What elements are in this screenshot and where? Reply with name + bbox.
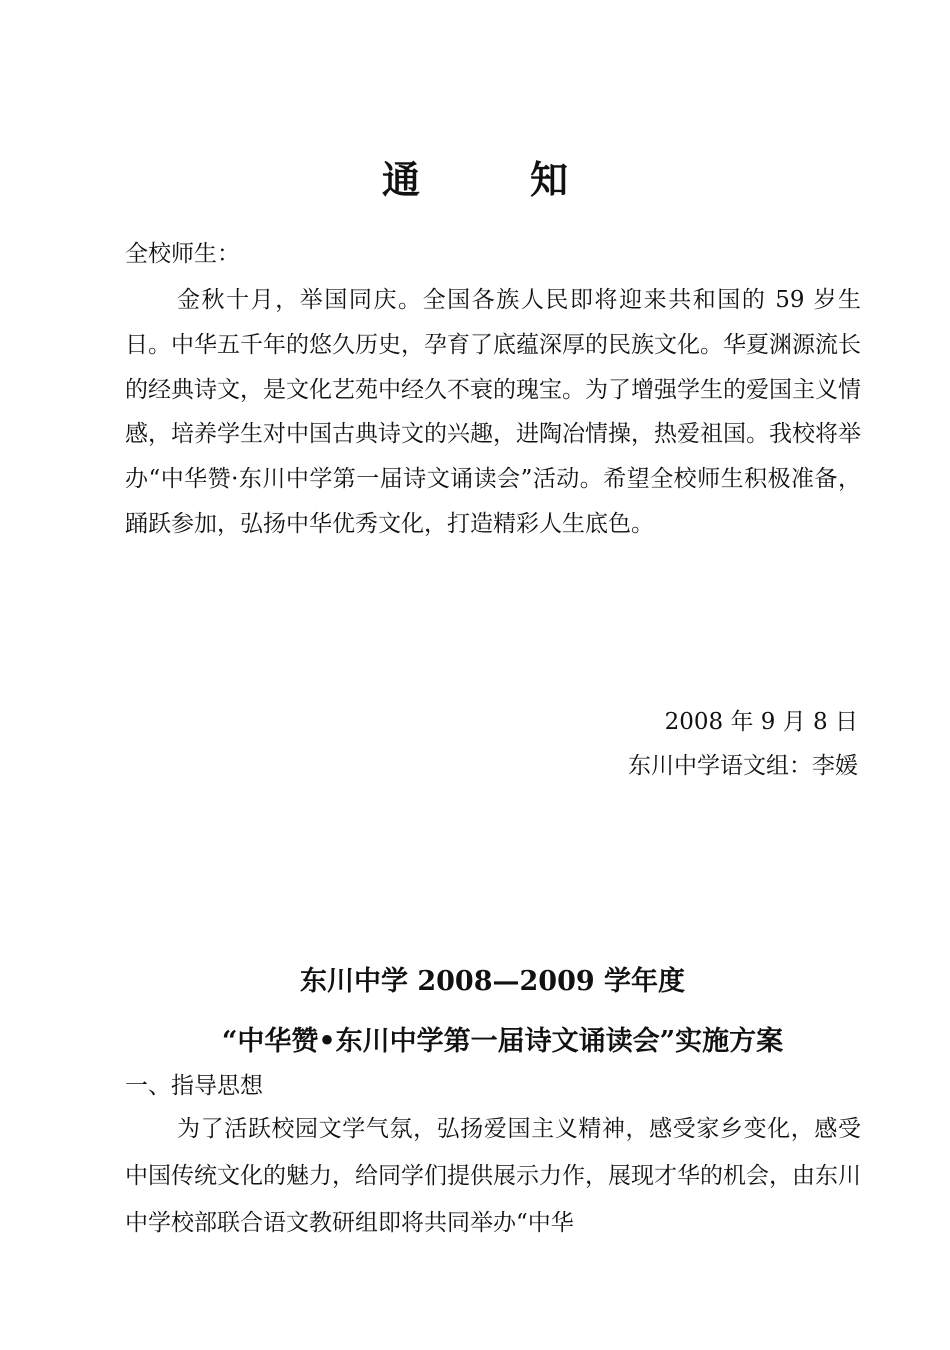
notice-signature: 东川中学语文组：李媛 <box>628 753 858 779</box>
notice-date: 2008 年 9 月 8 日 <box>664 709 858 735</box>
salutation: 全校师生： <box>125 241 240 267</box>
section-heading: 一、指导思想 <box>125 1073 263 1099</box>
plan-body-paragraph: 为了活跃校园文学气氛，弘扬爱国主义精神，感受家乡变化，感受中国传统文化的魅力，给同学们提供展示力作，展现才华的机会，由东川中学校部联合语文教研组即将共同举办“中华 <box>125 1116 861 1236</box>
plan-title-line2: “中华赞•东川中学第一届诗文诵读会”实施方案 <box>221 1026 784 1057</box>
notice-body-paragraph: 金秋十月，举国同庆。全国各族人民即将迎来共和国的 59 岁生日。中华五千年的悠久历史，孕育了底蕴深厚的民族文化。华夏渊源流长的经典诗文，是文化艺苑中经久不衰的瑰宝。为了增强学生的爱国主义情感，培养学生对中国古典诗文的兴趣，进陶冶情操，热爱祖国。我校将举办“中华赞·东川中学第一届诗文诵读会”活动。希望全校师生积极准备，踊跃参加，弘扬中华优秀文化，打造精彩人生底色。 <box>125 287 861 537</box>
notice-title: 通 知 <box>381 157 604 202</box>
plan-title-line1: 东川中学 2008—2009 学年度 <box>299 966 686 997</box>
